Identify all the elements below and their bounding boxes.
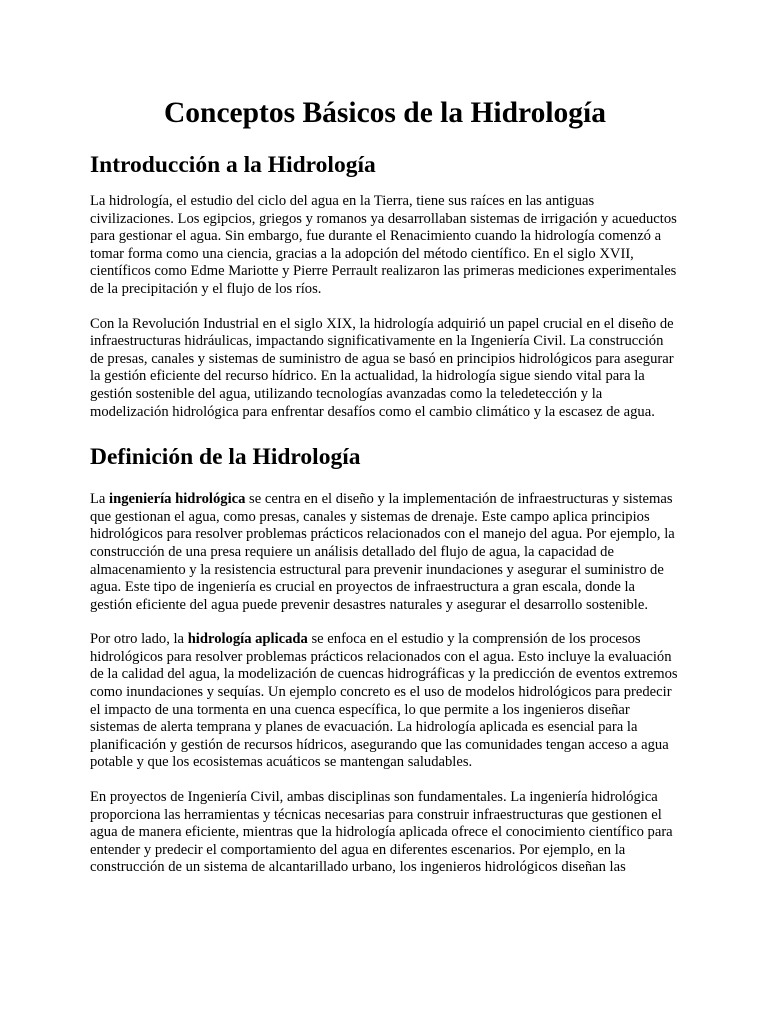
intro-paragraph-2: Con la Revolución Industrial en el siglo XIX, la hidrología adquirió un papel crucial en el diseño de infraestructuras hidráulicas, impactando significativamente en la Ingeniería Civil. La construcción de presas, canales y sistemas de suministro de agua se basó en principios hidrológicos para asegurar la gestión eficiente del recurso hídrico. En la actualidad, la hidrología sigue siendo vital para la gestión sostenible del agua, utilizando tecnologías avanzadas como la teledetección y la modelización hidrológica para enfrentar desafíos como el cambio climático y la escasez de agua. [90, 315, 674, 420]
definition-p1-lead: La [90, 491, 110, 508]
definition-p2-lead: Por otro lado, la [90, 631, 188, 648]
definition-paragraph-1 [90, 491, 680, 614]
term-ingenieria-hidrologica: ingeniería hidrológica [109, 491, 246, 508]
document-page [90, 94, 680, 894]
definition-p1-body: se centra en el diseño y la implementación de infraestructuras y sistemas que gestionan el agua, como presas, canales y sistemas de drenaje. Este campo aplica principios hidrológicos para resolver problemas prácticos relacionados con el manejo del agua. Por ejemplo, la construcción de una presa requiere un análisis detallado del flujo de agua, la capacidad de almacenamiento y la resistencia estructural para prevenir inundaciones y asegurar el suministro de agua. Este tipo de ingeniería es crucial en proyectos de infraestructura a gran escala, donde la gestión eficiente del agua puede prevenir desastres naturales y asegurar el desarrollo sostenible. [90, 491, 675, 613]
definition-paragraph-2 [90, 631, 680, 772]
section-heading-definition: Definición de la Hidrología [90, 444, 361, 471]
definition-p2-body: se enfoca en el estudio y la comprensión de los procesos hidrológicos para resolver problemas prácticos relacionados con el agua. Esto incluye la evaluación de la calidad del agua, la modelización de cuencas hidrográficas y la predicción de eventos extremos como inundaciones y sequías. Un ejemplo concreto es el uso de modelos hidrológicos para predecir el impacto de una tormenta en una cuenca específica, lo que permite a los ingenieros diseñar sistemas de alerta temprana y planes de evacuación. La hidrología aplicada es esencial para la planificación y gestión de recursos hídricos, asegurando que las comunidades tengan acceso a agua potable y que los ecosistemas acuáticos se mantengan saludables. [90, 631, 678, 771]
section-heading-introduction: Introducción a la Hidrología [90, 152, 376, 178]
definition-paragraph-3: En proyectos de Ingeniería Civil, ambas disciplinas son fundamentales. La ingeniería hidrológica proporciona las herramientas y técnicas necesarias para construir infraestructuras que gestionen el agua de manera eficiente, mientras que la hidrología aplicada ofrece el conocimiento científico para entender y predecir el comportamiento del agua en diferentes escenarios. Por ejemplo, en la construcción de un sistema de alcantarillado urbano, los ingenieros hidrológicos diseñan las [90, 789, 673, 876]
document-title: Conceptos Básicos de la Hidrología [164, 97, 606, 129]
term-hidrologia-aplicada: hidrología aplicada [187, 631, 308, 648]
intro-paragraph-1: La hidrología, el estudio del ciclo del agua en la Tierra, tiene sus raíces en las antiguas civilizaciones. Los egipcios, griegos y romanos ya desarrollaban sistemas de irrigación y acueductos para gestionar el agua. Sin embargo, fue durante el Renacimiento cuando la hidrología comenzó a tomar forma como una ciencia, gracias a la adopción del método científico. En el siglo XVII, científicos como Edme Mariotte y Pierre Perrault realizaron las primeras mediciones experimentales de la precipitación y el flujo de los ríos. [90, 193, 677, 297]
